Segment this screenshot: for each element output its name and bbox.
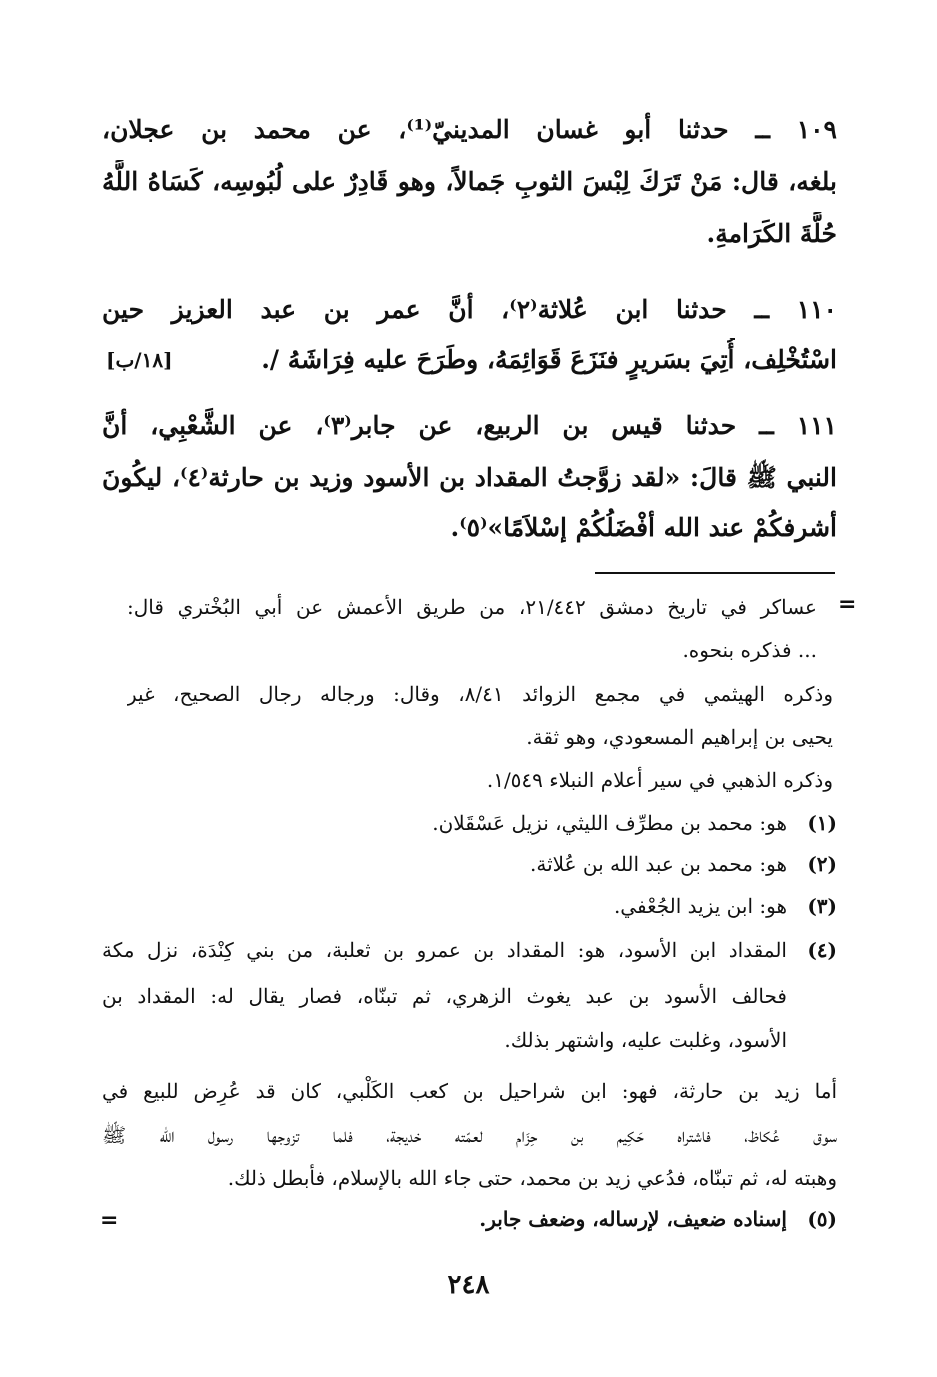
hadith-111-line-2: النبي ﷺ قالَ: «لقد زوَّجتُ المقداد بن الأسود وزيد بن حارثة⁽٤⁾، ليكُونَ [102,463,837,492]
footnote-4-line: الأسود، وغلبت عليه، واشتهر بذلك. [504,1028,787,1052]
footnote-2-text: هو: محمد بن عبد الله بن عُلاثة. [529,852,787,876]
footnote-1-text: هو: محمد بن مطرِّف الليثي، نزيل عَسْقَلان. [432,811,787,835]
footnote-3-text: هو: ابن يزيد الجُعْفي. [613,894,787,918]
manuscript-folio-note: [١٨/ب] [106,348,173,372]
hadith-111-line-1: ١١١ ــ حدثنا قيس بن الربيع، عن جابر⁽٣⁾، عن الشَّعْبِي، أنَّ [102,411,837,440]
footnote-continuation-line: ... فذكره بنحوه. [682,638,817,662]
page-number: ٢٤٨ [447,1270,490,1300]
footnote-separator [595,572,835,574]
continuation-marker: = [838,592,857,617]
footnote-continuation-line: عساكر في تاريخ دمشق ٢١/٤٤٢، من طريق الأعمش عن أبي البُخْتري قال: [127,595,817,619]
hadith-109-line-1: ١٠٩ ــ حدثنا أبو غسان المدينيّ⁽¹⁾، عن محمد بن عجلان، [102,115,837,144]
footnote-number-4: (٤) [807,938,837,962]
hadith-110-line-2: اسْتُخْلِف، أُتِيَ بسَريرٍ فنَزَعَ قَوَائِمَهُ، وطَرَحَ عليه فِرَاشَهُ /. [261,345,837,374]
footnote-number-3: (٣) [807,894,837,918]
footnote-number-2: (٢) [807,852,837,876]
hadith-109-line-2: بلغه، قال: مَنْ تَرَكَ لِبْسَ الثوبِ جَمالاً، وهو قَادِرٌ على لُبُوسِه، كَسَاهُ اللَّهُ [102,167,837,196]
hadith-109-line-3: حُلَّةَ الكَرَامةِ. [706,219,837,248]
footnote-4-line: المقداد ابن الأسود، هو: المقداد بن عمرو بن ثعلبة، من بني كِنْدَة، نزل مكة [102,938,787,962]
footnote-continuation-line: يحيى بن إبراهيم المسعودي، وهو ثقة. [526,725,833,749]
footnote-4-line: فحالف الأسود بن عبد يغوث الزهري، ثم تبنّاه، فصار يقال له: المقداد بن [102,984,787,1008]
hadith-110-line-1: ١١٠ ــ حدثنا ابن عُلاثة⁽٢⁾، أنَّ عمر بن عبد العزيز حين [102,295,837,324]
footnote-number-5: (٥) [807,1207,837,1231]
footnote-4-line: أما زيد بن حارثة، فهو: ابن شراحيل بن كعب الكَلْبي، كان قد عُرِض للبيع في [102,1079,837,1103]
hadith-111-line-3: أشرفكُمْ عند الله أفْضَلُكُمْ إسْلاَمًا»⁽٥⁾. [450,513,837,542]
continues-marker: = [100,1208,119,1233]
footnote-5-text: إسناده ضعيف، لإرساله، وضعف جابر. [479,1207,787,1231]
footnote-4-line: سوق عُكاظ، فاشتراه حَكِيم بن حِزَام لعمّته خديجة، فلما تزوجها رسول الله ﷺ [102,1123,837,1147]
footnote-number-1: (١) [807,811,837,835]
footnote-continuation-line: وذكره الذهبي في سير أعلام النبلاء ١/٥٤٩. [486,768,833,792]
footnote-continuation-line: وذكره الهيثمي في مجمع الزوائد ٨/٤١، وقال: ورجاله رجال الصحيح، غير [127,682,833,706]
footnote-4-line: وهبته له، ثم تبنّاه، فدُعي زيد بن محمد، حتى جاء الله بالإسلام، فأبطل ذلك. [227,1166,837,1190]
